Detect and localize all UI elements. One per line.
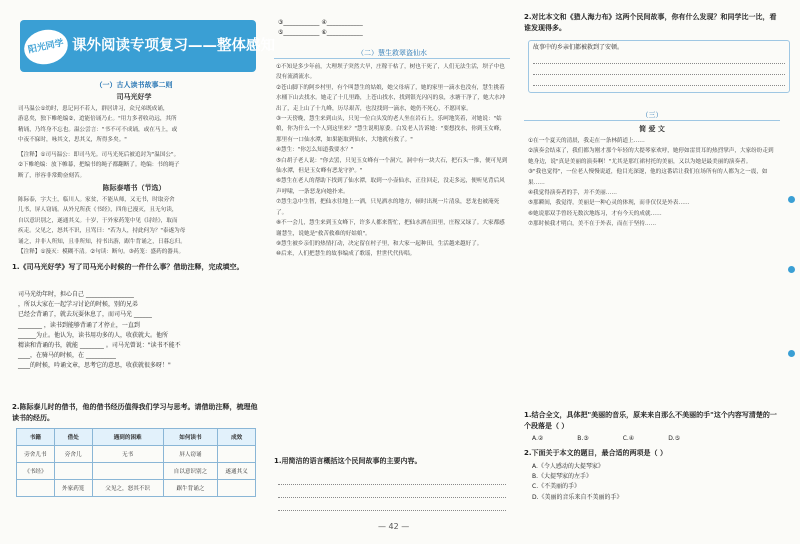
- paragraph: ②苍山脚下的阿乡村里，有个叫慧生的姑娘，她父母病了，她的家里一滴水也没有，慧生挑着水桶下山去找水。她走了十几里路，上苍山找水，找到银光闪闪的泉，水塘干净了，她大水冲出了，走上山了十九峰，历尽艰苦，也没找到一滴水，她仍不死心，不愿回家。: [276, 84, 506, 112]
- table-cell: 旁舍儿: [54, 446, 92, 463]
- fill-line: 精读和背诵的书，就能 ________ 。司马光曾说："读书不能不: [18, 342, 181, 350]
- option-a[interactable]: A.《令人感动的大提琴家》: [532, 463, 604, 470]
- fill-line: 司马光幼年时，担心自己 ________________: [18, 291, 134, 298]
- paragraph: ④慧生："你怎么知道我要水？": [276, 147, 354, 154]
- answer-line[interactable]: [278, 484, 506, 485]
- table-row: [17, 480, 256, 497]
- paragraph: ⑩后来，人们把慧生的故事编成了歌谣，世世代代传唱。: [276, 251, 416, 258]
- table-cell: 遂通其义: [218, 463, 256, 480]
- answer-line[interactable]: [278, 510, 506, 511]
- table-row: [17, 463, 256, 480]
- table-cell: 外家药笼: [54, 480, 92, 497]
- fill-line: ⑤____________ ⑥____________: [278, 29, 363, 37]
- story-title-2: 陈际泰嗜书（节选）: [102, 184, 166, 192]
- answer-line[interactable]: [533, 85, 785, 86]
- fill-line: ____，在骑马的时候，在 __________: [18, 352, 116, 360]
- option-d[interactable]: D.⑤: [668, 435, 681, 442]
- reading-table-wrap: [16, 428, 256, 497]
- fill-line: ________ ，读书到能够背诵了才停止，一直到: [18, 321, 140, 329]
- text-line: 精诵，乃终身不忘也。温公尝言："书不可不成诵，或在马上，或: [18, 126, 178, 133]
- option-d[interactable]: D.《美丽的音乐来自不美丽的手》: [532, 493, 623, 501]
- paragraph: ⑥慧生在老人的帮助下找到了仙水潭，取到一小壶仙水，正往回走，没走多远，便听见背后风声呼啸，一条恶龙向她扑来。: [276, 178, 505, 195]
- option-b[interactable]: B.③: [577, 435, 589, 442]
- text-line: 游息矣，独下帷绝编②，迨能倍诵乃止。"用力多者收功远，其所: [18, 116, 177, 123]
- right-question-2b: 2.下面关于本文的题目，最合适的两项是（ ）: [524, 449, 667, 457]
- section-title-band: [20, 20, 275, 72]
- table-cell: 旁舍儿书: [17, 446, 55, 463]
- table-header-cell: 遇到的困难: [92, 429, 163, 446]
- paragraph: ⑤白胡子老人说："你去罢，只见玉女峰有一个洞穴，洞中有一块大石，把石头一推，便可见到仙水潭，但是玉女峰有恶龙守护。": [276, 157, 508, 175]
- binding-dot-icon: [788, 350, 795, 357]
- table-cell[interactable]: [218, 446, 256, 463]
- story-1-body: [18, 104, 258, 146]
- answer-line[interactable]: [278, 497, 506, 498]
- note-line: 【注释】①漫灭：模糊不清。②句读：断句。③药笼：盛药的器具。: [18, 249, 185, 256]
- reading-table: [16, 428, 256, 497]
- fill-line: 已经会背诵了，就去玩耍休息了，而司马光 ______: [18, 311, 152, 319]
- table-cell[interactable]: [17, 480, 55, 497]
- question-1: 1.《司马光好学》写了司马光小时候的一件什么事？借助注释，完成填空。: [12, 263, 244, 271]
- note-line: 断了，形容非常勤奋刻苦。: [18, 172, 86, 179]
- option-c[interactable]: C.④: [622, 435, 635, 442]
- paragraph: ③一天傍晚，慧生来到山头，只见一位白头发的老人坐在岩石上，乐呵地笑着，对她说："姑娘，你为什么一个人到这里来？"慧生说明原委。白发老人告诉她："要想找水，你到玉女峰，那里有一口仙水潭，如果能取到仙水，大地就有救了。": [276, 116, 505, 143]
- q2b-options: [532, 462, 772, 503]
- text-line: 诵之，并非人所知，且非所知，持书出游，踞牛背诵之，日暮忘归。: [18, 238, 186, 245]
- note-line: 【注释】①司马温公：即司马光。司马光死后被追封为"温国公"。: [18, 152, 180, 158]
- paragraph: ①不知是多少年前，大理坝子突然大旱，庄稼干枯了，树也干死了，人们无法生活，坝子中也没有流淌流水。: [276, 64, 505, 81]
- paragraph: ⑥她说那双手曾经无数次地练习，才有今天的成就……: [528, 210, 662, 217]
- paragraph: ④我觉得演奏者的手，并不美丽……: [528, 190, 617, 197]
- story-title-3: 简 爱 文: [639, 125, 665, 133]
- text-line: 陈际泰，字大士，临川人。家贫，不能从师，又无书，时取旁舍: [18, 197, 175, 203]
- paragraph: ⑨慧生被乡亲们的热情打动，决定留在村子里，和大家一起种田，生活越来越好了。: [276, 240, 483, 247]
- paragraph: ③"我也觉得"，一位老人慢慢说道，他目光深邃，他的这番话让我们在场所有的人都为之一震，如果……: [528, 169, 768, 186]
- answer-line[interactable]: [533, 74, 785, 75]
- page-title: 课外阅读专项复习——整体感知: [72, 38, 275, 54]
- table-cell: 无书: [92, 446, 163, 463]
- fill-line: ，所以大家在一起学习讨论的时候，别的兄弟: [18, 301, 139, 309]
- answer-line[interactable]: [533, 63, 785, 64]
- box-line: 故事中的乡亲们都被救到了安顿。: [533, 44, 624, 51]
- fill-line: ______为止。他认为，读书用功多的人，收获就大。他所: [18, 331, 169, 339]
- table-header-cell: 书籍: [17, 429, 55, 446]
- fill-line: ③____________ ④____________: [278, 19, 363, 26]
- text-line: 自以意识别之，遂通其义。十岁，于外家药笼中见《诗经》，取而: [18, 217, 178, 224]
- note-line: ②下帷绝编：放下帷幕，把编书的绳子都翻断了。绝编：书的绳子: [18, 162, 180, 169]
- text-line: 儿书，屏人窃诵。从外兄所获《书经》，四角已漫灭，且无句读，: [18, 207, 178, 214]
- section-heading-1: （一）古人读书故事二则: [95, 81, 173, 89]
- table-header-cell: 如何读书: [163, 429, 217, 446]
- table-header-cell: 借处: [54, 429, 92, 446]
- binding-dot-icon: [788, 196, 795, 203]
- story-2-body: [18, 195, 258, 257]
- table-cell[interactable]: [218, 480, 256, 497]
- table-header-cell: 成效: [218, 429, 256, 446]
- table-row: [17, 446, 256, 463]
- table-cell: 踞牛背诵之: [163, 480, 217, 497]
- page-number: — 42 —: [378, 522, 410, 531]
- section-heading-3: （三）: [524, 110, 780, 121]
- story-1-note: [18, 150, 258, 181]
- text-line: 司马温公①幼时，患记问不若人，群居讲习，众兄弟既成诵，: [18, 106, 169, 112]
- middle-answer-lines: [278, 474, 506, 511]
- paragraph: ⑤那瞬间，我觉得，美丽是一种心灵的体现，而非仅仅是外表……: [528, 200, 690, 207]
- middle-top-fill: [278, 18, 510, 38]
- q1-fill-lines: [18, 290, 258, 372]
- right-question-1: 1.结合全文，具体把"美丽的音乐，原来来自那么不美丽的手"这个内容写清楚的一个段落是（ ）: [524, 411, 777, 430]
- table-cell: 父见之，怒其不识: [92, 480, 163, 497]
- q1-options: [532, 434, 772, 444]
- table-cell: 《书经》: [17, 463, 55, 480]
- binding-dot-icon: [788, 266, 795, 273]
- table-cell[interactable]: [54, 463, 92, 480]
- paragraph: ⑦慧生急中生智，把仙水往地上一洒，只见洒水的地方，顿时出现一片清泉，恶龙也被淹死了。: [276, 199, 500, 216]
- story-middle-body: [276, 62, 510, 260]
- option-b[interactable]: B.《大提琴家的左手》: [532, 473, 593, 481]
- story-title-1: 司马光好学: [116, 93, 152, 101]
- logo-badge: 阳光同学: [21, 26, 71, 68]
- table-cell: 自以意识别之: [163, 463, 217, 480]
- paragraph: ⑧不一会儿，慧生来到玉女峰下，许多人都来帮忙，把仙水洒在田里，庄稼又绿了。大家都感谢慧生，说她是"救苦救难的好姑娘"。: [276, 220, 505, 237]
- answer-box: [528, 40, 790, 93]
- text-line: 中夜不寐时，咏其文，思其义，所得多矣。": [18, 137, 127, 144]
- middle-question-1: 1.用简洁的语言概括这个民间故事的主要内容。: [274, 457, 422, 465]
- paragraph: ①在一个夏天的清晨，我走在一条林荫道上……: [528, 138, 645, 144]
- story-right-body: [528, 136, 778, 230]
- fill-line: ____的时候，吟诵文章，思考它的意思，收获就很多呀！": [18, 362, 171, 370]
- right-question-2: 2.对比本文和《猎人海力布》这两个民间故事，你有什么发现？和同学比一比，看谁发现得多。: [524, 13, 777, 32]
- text-line: 疾走。父见之，怒其不识，且骂曰："若为人，持此何为？"泰遂为母: [18, 228, 186, 235]
- table-cell: 屏人窃诵: [163, 446, 217, 463]
- option-c[interactable]: C.《不美丽的手》: [532, 483, 581, 491]
- question-2: 2.陈际泰儿时的借书，他的借书经历值得我们学习与思考。请借助注释，梳理他读书的经历。: [12, 403, 258, 422]
- table-cell[interactable]: [92, 463, 163, 480]
- paragraph: ②演奏会结束了，我们都为刚才那个年轻的大提琴家欢呼，她停如雷贯耳的热烈掌声，大家纷纷走到她身边，说"真是美丽的演奏啊！"尤其是那红裙衬托的美丽，又以为她是最美丽的演奏者。: [528, 148, 774, 165]
- section-heading-2: （二）慧生救翠盗仙水: [274, 48, 510, 59]
- paragraph: ⑦那时候我才明白，美不在于外表，而在于坚持……: [528, 221, 657, 228]
- option-a[interactable]: A.②: [532, 435, 544, 442]
